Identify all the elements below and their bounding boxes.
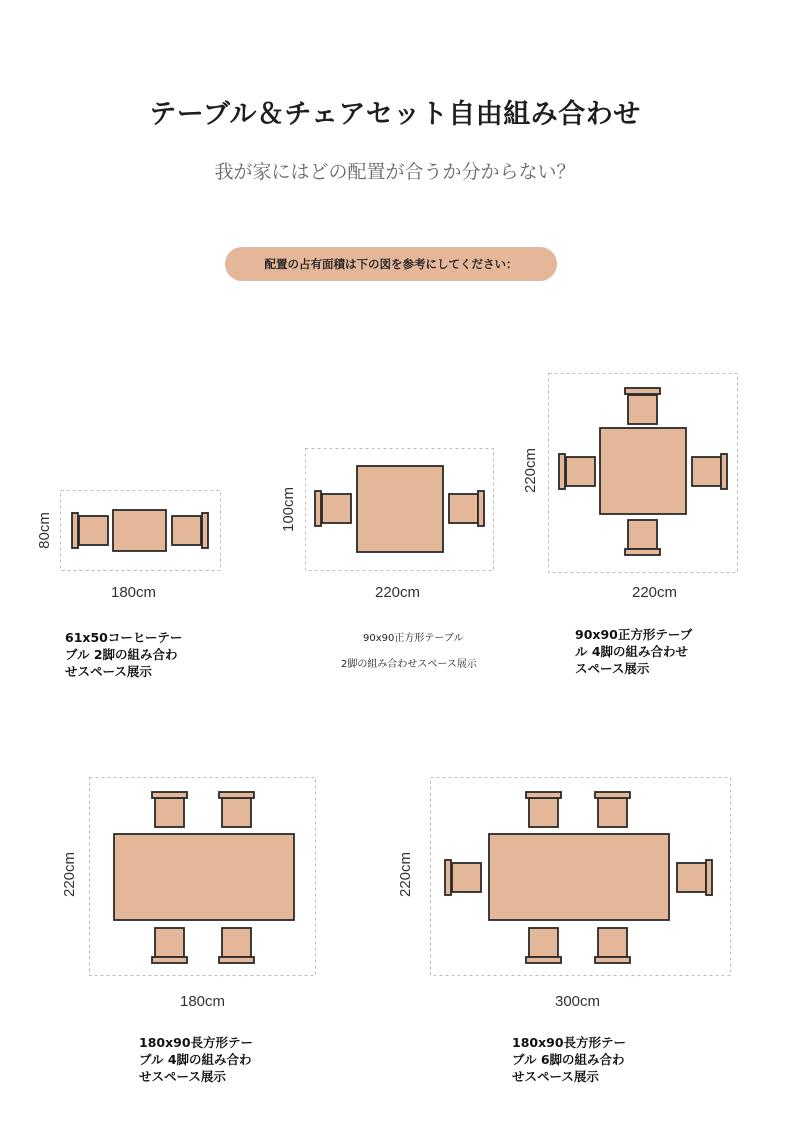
chair-back-right [478,491,484,526]
layout-4-caption [139,1034,253,1085]
chair-seat-top [222,798,251,827]
chair-back-bottom [625,549,660,555]
chair-seat-left [452,863,481,892]
chair-seat-right [449,494,478,523]
layout-2-caption-line-1: 90x90正方形テーブル [363,633,464,644]
layout-5-height-label: 220cm [397,851,415,898]
caption-line: せスペース展示 [139,1069,226,1084]
layout-3-caption [575,626,692,677]
caption-line: 180x90長方形テー [512,1035,627,1050]
chair-seat-bottom [628,520,657,549]
rect-table [489,834,669,920]
caption-line: 180x90長方形テー [139,1035,254,1050]
layout-2-height-label: 100cm [280,486,298,533]
chair-seat-top [598,798,627,827]
chair-back-left [559,454,565,489]
chair-seat-left [322,494,351,523]
chair-back-left [315,491,321,526]
caption-line: スペース展示 [575,661,650,676]
chair-back-right [706,860,712,895]
layout-1-height-label: 80cm [35,512,53,549]
chair-back-bottom [219,957,254,963]
coffee-table [113,510,166,551]
layout-3-height-label: 220cm [522,447,540,494]
notice-text: 配置の占有面積は下の図を参考にしてください： [264,257,518,271]
layout-4-width-label: 180cm [180,993,226,1010]
chair-back-bottom [595,957,630,963]
chair-seat-top [529,798,558,827]
caption-line: せスペース展示 [65,664,152,679]
caption-line: ブル 4脚の組み合わ [139,1052,252,1067]
layout-3-width-label: 220cm [632,584,678,601]
chair-back-top [595,792,630,798]
layout-1-caption [65,629,182,680]
chair-seat-top [155,798,184,827]
layout-4-height-label: 220cm [61,851,79,898]
page-title: テーブル＆チェアセット自由組み合わせ [149,99,641,130]
chair-seat-left [566,457,595,486]
chair-back-bottom [152,957,187,963]
chair-back-top [152,792,187,798]
layout-2-width-label: 220cm [375,584,421,601]
chair-back-right [721,454,727,489]
chair-seat-right [692,457,721,486]
layout-5-width-label: 300cm [555,993,601,1010]
chair-seat-left [79,516,108,545]
chair-seat-right [172,516,201,545]
chair-seat-bottom [222,928,251,957]
caption-line: ブル 6脚の組み合わ [512,1052,625,1067]
layout-5-caption [512,1034,626,1085]
chair-back-bottom [526,957,561,963]
layout-1-width-label: 180cm [111,584,157,601]
square-table [357,466,443,552]
chair-seat-bottom [598,928,627,957]
caption-line: ル 4脚の組み合わせ [575,644,689,659]
rect-table [114,834,294,920]
caption-line: 61x50コーヒーテー [65,630,183,645]
layout-2-caption-line-2: 2脚の組み合わせスペース展示 [341,659,477,670]
caption-line: 90x90正方形テーブ [575,627,693,642]
chair-seat-top [628,395,657,424]
caption-line: ブル 2脚の組み合わ [65,647,178,662]
chair-back-right [202,513,208,548]
chair-back-left [72,513,78,548]
chair-seat-right [677,863,706,892]
square-table [600,428,686,514]
chair-seat-bottom [529,928,558,957]
chair-back-left [445,860,451,895]
page-subtitle: 我が家にはどの配置が合うか分からない？ [214,161,576,183]
chair-back-top [219,792,254,798]
chair-back-top [625,388,660,394]
chair-back-top [526,792,561,798]
chair-seat-bottom [155,928,184,957]
caption-line: せスペース展示 [512,1069,599,1084]
